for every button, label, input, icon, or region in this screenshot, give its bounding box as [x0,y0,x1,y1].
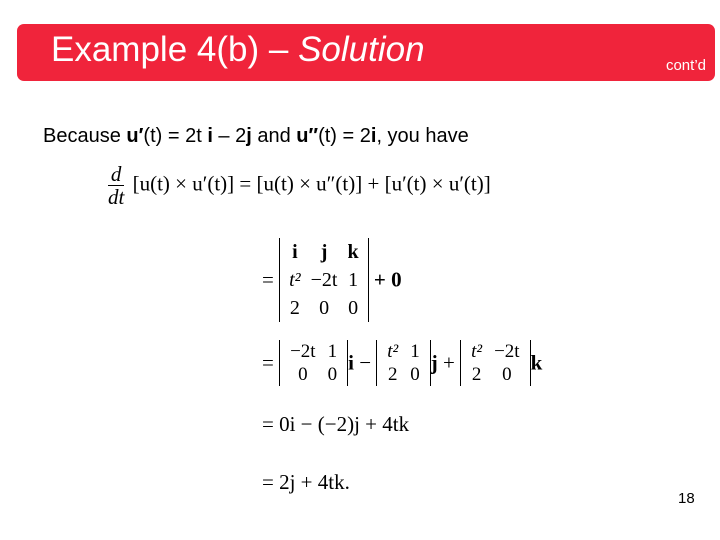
intro-and: and [251,125,297,147]
determinant-j: t² 1 2 0 [376,340,430,386]
intro-suffix: , you have [376,125,469,147]
intro-prefix: Because [43,125,127,147]
title-italic: Solution [298,30,425,69]
title-banner [17,24,715,81]
equation-line-4: = 0i − (−2)j + 4tk [262,412,410,436]
determinant-3x3: i j k t² −2t 1 2 0 0 [279,238,369,322]
determinant-k: t² −2t 2 0 [460,340,530,386]
plus-zero: + 0 [373,267,402,292]
title-main: Example 4(b) – [51,30,299,69]
intro-sentence [43,125,469,148]
unit-i: i [207,125,213,147]
unit-j: j [246,125,252,147]
line1-rhs: = [u(t) × u″(t)] + [u′(t) × u′(t)] [239,171,491,196]
u-prime: u′ [126,125,144,147]
continued-label: cont’d [665,57,706,74]
page-number: 18 [678,490,695,507]
determinant-i: −2t 1 0 0 [279,340,348,386]
derivative-operator: $\frac{d}{dt}$ [108,162,125,209]
equation-line-2: = i j k t² −2t 1 2 0 0 + 0 [262,238,402,322]
equation-line-5: = 2j + 4tk. [262,470,350,494]
intro-minus: – 2 [212,125,247,147]
intro-t1: (t) = 2t [143,125,208,147]
equation-line-3: = −2t 1 0 0 i − t² 1 2 0 j + t² −2t 2 0 k [262,341,543,385]
slide-title [51,30,425,70]
intro-t2: (t) = 2 [318,125,371,147]
equation-line-1 [108,163,491,208]
unit-i-2: i [370,125,377,147]
u-double-prime: u″ [296,125,319,147]
line1-lhs: [u(t) × u′(t)] [132,171,235,196]
